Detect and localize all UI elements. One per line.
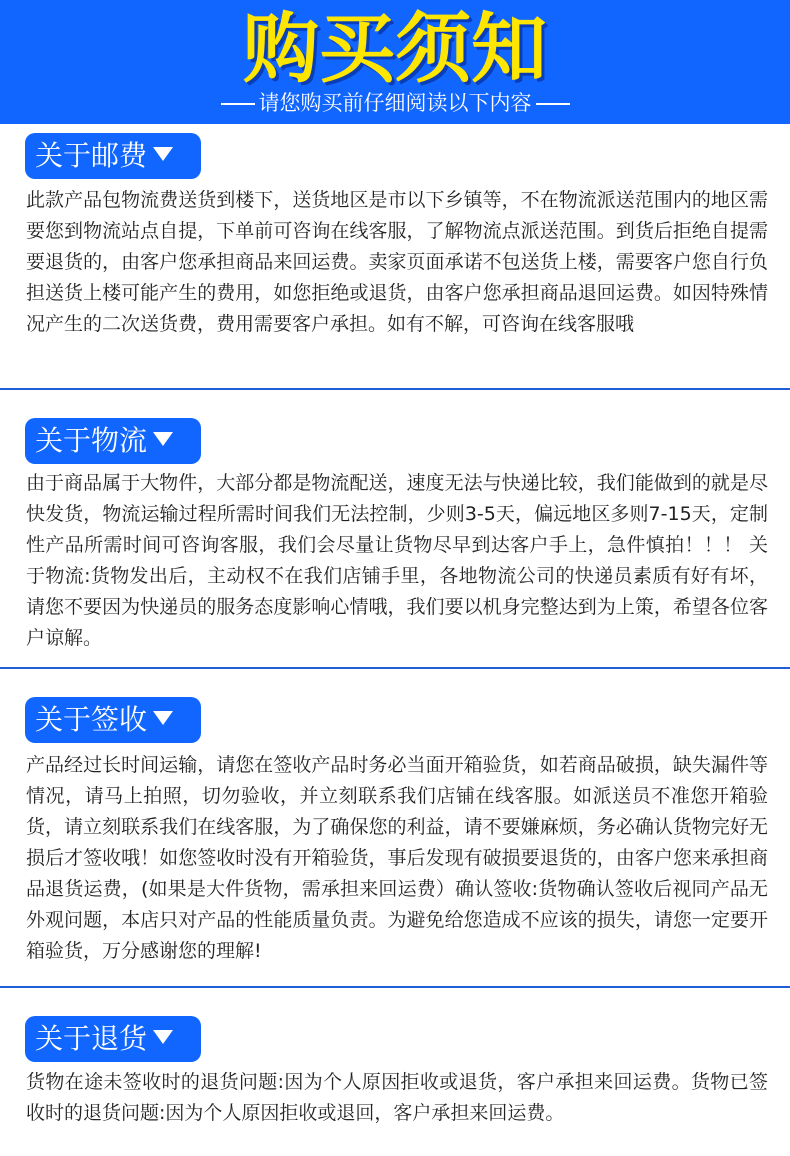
triangle-down-icon [153,711,173,725]
section-text-shipping-fee: 此款产品包物流费送货到楼下，送货地区是市以下乡镇等，不在物流派送范围内的地区需要您到物流站点自提，下单前可咨询在线客服，了解物流点派送范围。到货后拒绝自提需要退货的，由客户您承担商品来回运费。卖家页面承诺不包送货上楼，需要客户您自行负担送货上楼可能产生的费用，如您拒绝或退货，由客户您承担商品退回运费。如因特殊情况产生的二次送货费，费用需要客户承担。如有不解，可咨询在线客服哦 [26,189,768,335]
section-divider [0,667,790,669]
section-heading-shipping-fee [25,133,201,179]
section-text-logistics: 由于商品属于大物件，大部分都是物流配送，速度无法与快递比较，我们能做到的就是尽快发货，物流运输过程所需时间我们无法控制，少则3-5天，偏远地区多则7-15天，定制性产品所需时间可咨询客服，我们会尽量让货物尽早到达客户手上，急件慎拍！！！ 关于物流:货物发出后，主动权不在我们店铺手里，各地物流公司的快递员素质有好有坏，请您不要因为快递员的服务态度影响心情哦，我们要以机身完整达到为上策，希望各位客户谅解。 [26,472,768,649]
triangle-down-icon [153,432,173,446]
page-title: 购买须知 [243,4,547,93]
section-heading-logistics [25,418,201,464]
section-heading-label: 关于物流 [35,424,148,457]
page-subtitle [0,88,790,118]
section-heading-returns [25,1016,201,1062]
subtitle-right-dash [536,103,570,105]
subtitle-text: 请您购买前仔细阅读以下内容 [258,91,532,115]
section-text-receipt: 产品经过长时间运输，请您在签收产品时务必当面开箱验货，如若商品破损，缺失漏件等情况，请马上拍照，切勿验收，并立刻联系我们店铺在线客服。如派送员不准您开箱验货，请立刻联系我们在线客服，为了确保您的利益，请不要嫌麻烦，务必确认货物完好无损后才签收哦！如您签收时没有开箱验货，事后发现有破损要退货的，由客户您来承担商品退货运费，(如果是大件货物，需承担来回运费）确认签收:货物确认签收后视同产品无外观问题，本店只对产品的性能质量负责。为避免给您造成不应该的损失，请您一定要开箱验货，万分感谢您的理解! [26,754,768,962]
section-text-returns: 货物在途未签收时的退货问题:因为个人原因拒收或退货，客户承担来回运费。货物已签收时的退货问题:因为个人原因拒收或退回，客户承担来回运费。 [26,1071,768,1124]
section-heading-label: 关于邮费 [35,139,148,172]
subtitle-left-dash [221,103,255,105]
section-divider [0,986,790,988]
section-heading-label: 关于退货 [35,1022,148,1055]
section-heading-receipt [25,697,201,743]
section-heading-label: 关于签收 [35,703,148,736]
section-divider [0,388,790,390]
triangle-down-icon [153,1030,173,1044]
header-banner [0,0,790,124]
triangle-down-icon [153,147,173,161]
